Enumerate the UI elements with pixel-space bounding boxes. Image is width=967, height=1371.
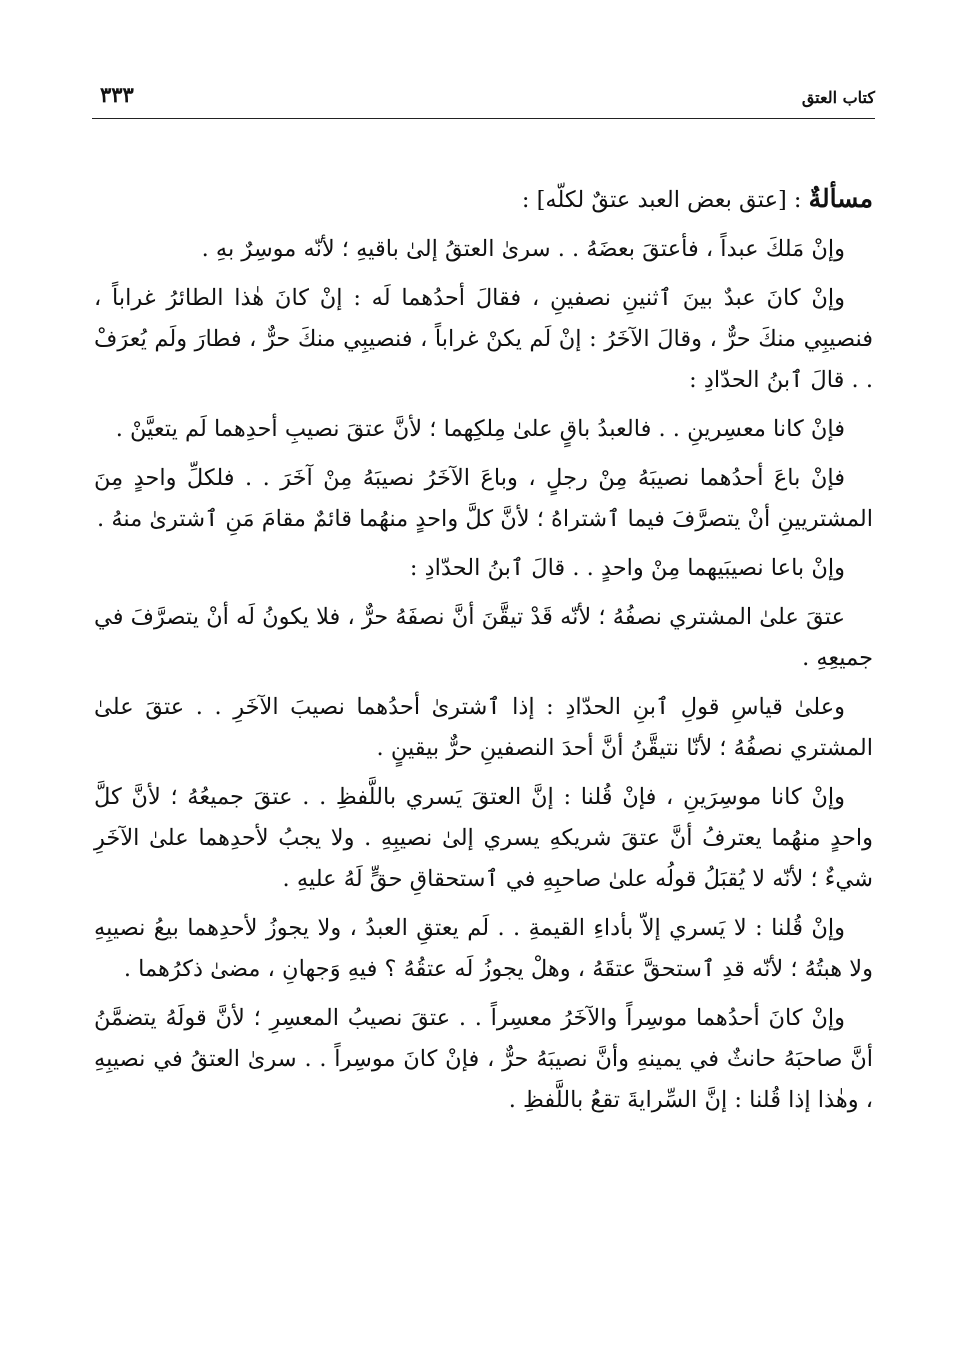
paragraph-9: وإنْ قُلنا : لا يَسري إلاّ بأداءِ القيمةِ . . لَم يعتقِ العبدُ ، ولا يجوزُ لأحدِهما بيعُ نصيبِهِ ولا هبتُهُ ؛ لأنّه قدِ ٱستحقَّ عتقَهُ ، وهلْ يجوزُ لَه عتقُهُ ؟ فيهِ وَجهانِ ، مضىٰ ذكرُهما . — [94, 915, 873, 982]
page-body — [94, 178, 873, 1129]
running-head: كتاب العتق — [801, 88, 875, 107]
masala-heading: مسألةٌ — [808, 184, 873, 213]
section-title: : [عتق بعض العبد عتقٌ لكلّه] : — [521, 187, 809, 213]
paragraph-2: وإنْ كانَ عبدٌ بينَ ٱثنينِ نصفينِ ، فقالَ أحدُهما لَه : إنْ كانَ هٰذا الطائرُ غراباً ، فنصيبِي منكَ حرٌّ ، وقالَ الآخَرُ : إنْ لَم يكنْ غراباً ، فنصيبِي منكَ حرٌّ ، فطارَ ولَم يُعرَفْ . . قالَ ٱبنُ الحدّادِ : — [94, 285, 873, 393]
paragraph-5: وإنْ باعا نصيبَيهما مِنْ واحدٍ . . قالَ ٱبنُ الحدّادِ : — [409, 555, 845, 581]
paragraph-6: عتقَ علىٰ المشتري نصفُهُ ؛ لأنّه قَدْ تيقَّنَ أنَّ نصفَهُ حرٌّ ، فلا يكونُ لَه أنْ يتصرَّفَ في جميعِهِ . — [94, 604, 873, 671]
page-header — [92, 78, 875, 119]
paragraph-3: فإنْ كانا معسِرينِ . . فالعبدُ باقٍ علىٰ مِلكِهما ؛ لأنَّ عتقَ نصيبِ أحدِهما لَم يتعيَّنْ . — [115, 416, 845, 442]
page-number: ٣٣٣ — [100, 82, 134, 107]
paragraph-8: وإنْ كانا موسِرَينِ ، فإنْ قُلنا : إنَّ العتقَ يَسري باللَّفظِ . . عتقَ جميعُهُ ؛ لأنَّ كلَّ واحدٍ منهُما يعترفُ أنَّ عتقَ شريكهِ يسري إلىٰ نصيبِهِ . ولا يجبُ لأحدِهما علىٰ الآخَرِ شيءٌ ؛ لأنّه لا يُقبَلُ قولُه علىٰ صاحبِهِ في ٱستحقاقِ حقٍّ لَهُ عليهِ . — [94, 784, 873, 892]
section-heading-line — [94, 178, 873, 221]
paragraph-10: وإنْ كانَ أحدُهما موسِراً والآخَرُ معسِراً . . عتقَ نصيبُ المعسِرِ ؛ لأنَّ قولَهُ يتضمَّنُ أنَّ صاحبَهُ حانثٌ في يمينهِ وأنَّ نصيبَهُ حرٌّ ، فإنْ كانَ موسِراً . . سرىٰ العتقُ في نصيبِهِ ، وهٰذا إذا قُلنا : إنَّ السِّرايةَ تقعُ باللَّفظِ . — [94, 1005, 873, 1113]
paragraph-4: فإنْ باعَ أحدُهما نصيبَهُ مِنْ رجلٍ ، وباعَ الآخَرُ نصيبَهُ مِنْ آخَرَ . . فلكلِّ واحدٍ مِنَ المشتريينِ أنْ يتصرَّفَ فيما ٱشتراهُ ؛ لأنَّ كلَّ واحدٍ منهُما قائمٌ مقامَ مَنِ ٱشترىٰ منهُ . — [94, 465, 873, 532]
paragraph-1: وإنْ مَلكَ عبداً ، فأعتقَ بعضَهُ . . سرىٰ العتقُ إلىٰ باقيهِ ؛ لأنّه موسِرٌ بهِ . — [201, 236, 845, 262]
paragraph-7: وعلىٰ قياسِ قولِ ٱبنِ الحدّادِ : إذا ٱشترىٰ أحدُهما نصيبَ الآخَرِ . . عتقَ علىٰ المشتري نصفُهُ ؛ لأنّا نتيقَّنُ أنَّ أحدَ النصفينِ حرٌّ بيقينٍ . — [94, 694, 873, 761]
